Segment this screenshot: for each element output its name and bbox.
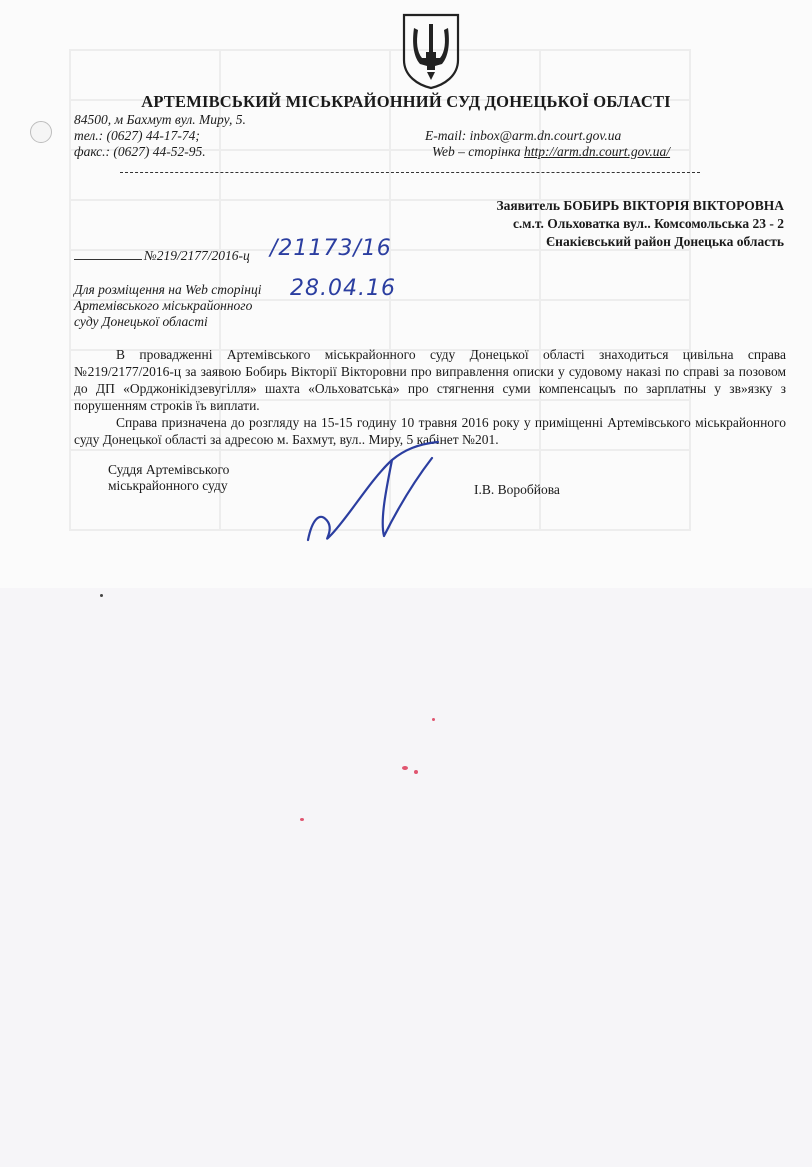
recipient-name: Заявитель БОБИРЬ ВІКТОРІЯ ВІКТОРОВНА <box>496 198 784 213</box>
ink-stain <box>402 766 408 770</box>
court-phone: тел.: (0627) 44-17-74; <box>74 128 200 143</box>
ink-stain <box>432 718 435 721</box>
body-paragraph-1: В провадженні Артемівського міськрайонного суду Донецької області знаходиться цивільна справа №219/2177/2016-ц за заявою Бобирь Вікторії Вікторовни про виправлення описки у судовому наказі по справі за позовом до ДП «Орджонікідзевугілля» шахта «Ольховатська» про стягнення суми компенсацыъ по зарплатны у зв»язку з порушенням строків їъ виплати. <box>74 347 786 413</box>
web-link[interactable]: http://arm.dn.court.gov.ua/ <box>524 144 671 159</box>
court-address: 84500, м Бахмут вул. Миру, 5. <box>74 112 246 127</box>
court-name: АРТЕМІВСЬКИЙ МІСЬКРАЙОННИЙ СУД ДОНЕЦЬКОЇ ОБЛАСТІ <box>141 92 671 111</box>
recipient-address: с.м.т. Ольховатка вул.. Комсомольська 23 - 2 <box>512 216 784 231</box>
coat-of-arms-icon <box>400 12 462 90</box>
handwritten-date: 28.04.16 <box>290 276 396 301</box>
web-note-line3: суду Донецької області <box>74 314 208 329</box>
number-blank <box>74 259 142 260</box>
outgoing-number <box>74 248 250 264</box>
ink-stain <box>414 770 418 774</box>
handwritten-number: /21173/16 <box>270 236 392 261</box>
ink-dot <box>100 594 103 597</box>
punch-hole <box>30 121 52 143</box>
web-note-line1: Для розміщення на Web сторінці <box>74 282 262 297</box>
court-web <box>432 144 670 160</box>
judge-title-line1: Суддя Артемівського <box>108 462 230 477</box>
court-fax: факс.: (0627) 44-52-95. <box>74 144 206 159</box>
handwritten-signature <box>300 440 450 550</box>
case-number: №219/2177/2016-ц <box>144 248 250 263</box>
blank-lower-area <box>0 588 812 1167</box>
judge-title-line2: міськрайонного суду <box>108 478 228 493</box>
body-paragraph-2: Справа призначена до розгляду на 15-15 годину 10 травня 2016 року у приміщенні Артемівського міськрайонного суду Донецької області за адресою м. Бахмут, вул.. Миру, 5 кабінет №201. <box>74 415 786 447</box>
court-email: E-mail: inbox@arm.dn.court.gov.ua <box>425 128 622 143</box>
header-divider <box>120 172 700 173</box>
ink-stain <box>300 818 304 821</box>
web-label: Web – сторінка <box>432 144 525 159</box>
judge-name: І.В. Воробйова <box>474 482 560 497</box>
recipient-region: Єнакієвський район Донецька область <box>546 234 784 249</box>
web-note-line2: Артемівського міськрайонного <box>74 298 253 313</box>
